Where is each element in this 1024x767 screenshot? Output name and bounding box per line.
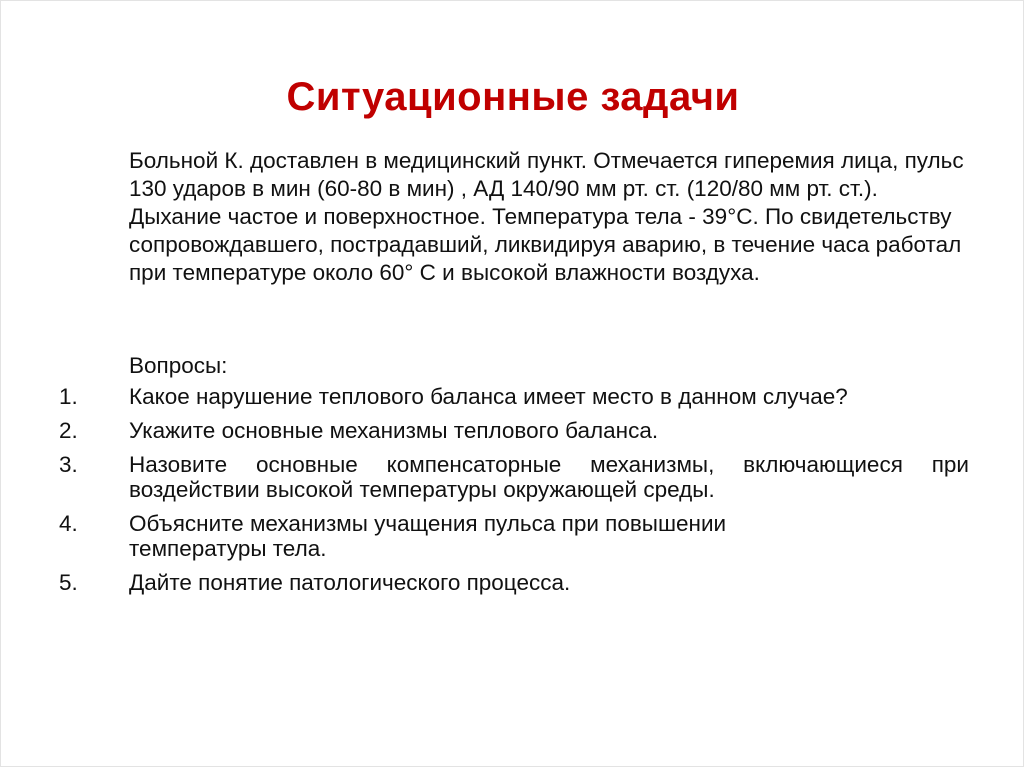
question-text: Объясните механизмы учащения пульса при повышении температуры тела. [129,511,727,561]
question-item [59,452,969,502]
question-text: Дайте понятие патологического процесса. [129,570,571,595]
case-description: Больной К. доставлен в медицинский пункт. Отмечается гиперемия лица, пульс 130 ударов в мин (60-80 в мин) , АД 140/90 мм рт. ст. (120/80 мм рт. ст.). Дыхание частое и поверхностное. Температура тела - 39°С. По свидетельству сопровождавшего, пострадавший, ликвидируя аварию, в течение часа работал при температуре около 60° С и высокой влажности воздуха. [129,148,964,285]
question-item [59,570,969,595]
question-text: Какое нарушение теплового баланса имеет место в данном случае? [129,384,848,409]
slide-title: Ситуационные задачи [286,75,740,119]
question-text: Укажите основные механизмы теплового баланса. [129,418,659,443]
question-number: 2. [59,418,78,443]
question-number: 4. [59,511,78,536]
question-number: 3. [59,452,78,477]
question-number: 1. [59,384,78,409]
question-item [59,384,969,409]
question-text: Назовите основные компенсаторные механизмы, включающиеся при воздействии высокой температуры окружающей среды. [129,452,969,502]
question-item [59,418,969,443]
question-number: 5. [59,570,78,595]
questions-heading: Вопросы: [129,353,228,378]
question-item [59,511,969,561]
questions-list [59,384,969,604]
